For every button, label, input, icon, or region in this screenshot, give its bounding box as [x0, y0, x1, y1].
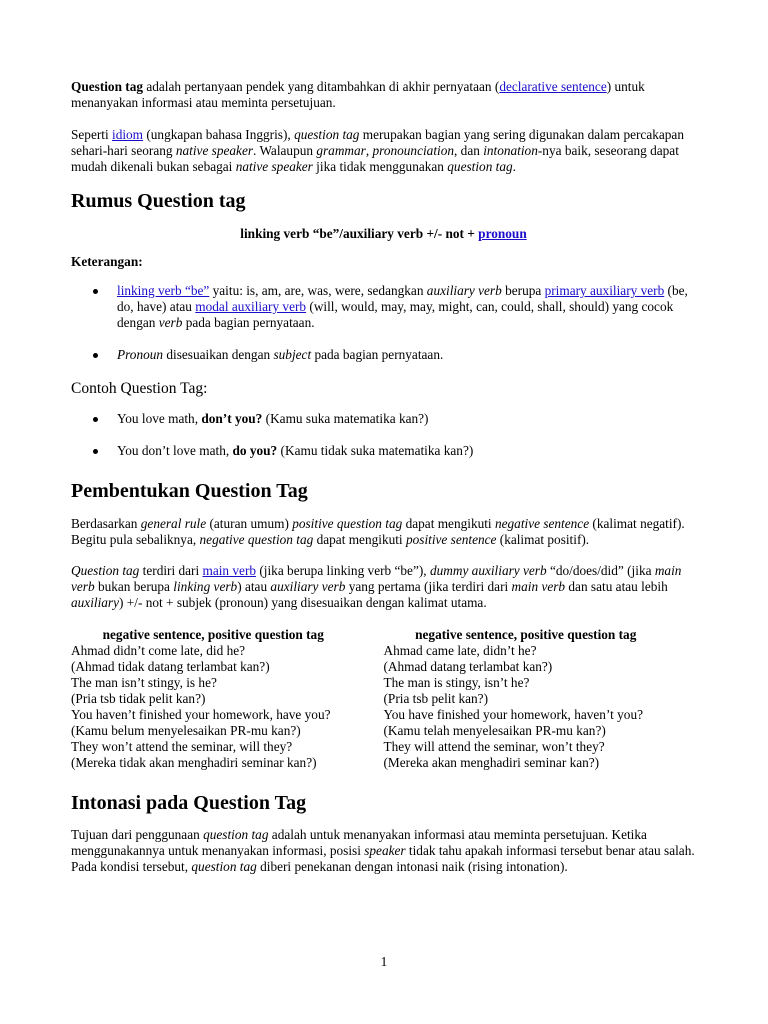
formula-line: linking verb “be”/auxiliary verb +/- not + pronoun: [240, 226, 527, 241]
primary-auxiliary-verb-link[interactable]: primary auxiliary verb: [544, 283, 665, 298]
table-row: (Mereka tidak akan menghadiri seminar kan?): [71, 755, 317, 770]
intro-term: Question tag: [71, 79, 144, 94]
table-row: (Kamu belum menyelesaikan PR-mu kan?): [71, 723, 301, 738]
linking-verb-link[interactable]: linking verb “be”: [117, 283, 210, 298]
idiom-link[interactable]: idiom: [112, 127, 144, 142]
page-number: 1: [380, 954, 388, 969]
pembentukan-paragraph-1: Berdasarkan general rule (aturan umum) positive question tag dapat mengikuti negative sentence (kalimat negatif). Begitu pula sebaliknya, negative question tag dapat mengikuti positive sentence (kalimat positif).: [71, 516, 685, 547]
list-item: You love math, don’t you? (Kamu suka matematika kan?): [71, 411, 696, 427]
idiom-paragraph: Seperti idiom (ungkapan bahasa Inggris), question tag merupakan bagian yang sering digunakan dalam percakapan sehari-hari seorang native speaker. Walaupun grammar, pronounciation, dan intonation-nya baik, seseorang dapat mudah dikenali bukan sebagai native speaker jika tidak menggunakan question tag.: [71, 127, 684, 174]
document-page: [71, 79, 696, 875]
keterangan-label: Keterangan:: [71, 254, 143, 269]
list-item: You don’t love math, do you? (Kamu tidak suka matematika kan?): [71, 443, 696, 459]
column-header: negative sentence, positive question tag: [102, 627, 324, 642]
intro-paragraph: Question tag adalah pertanyaan pendek yang ditambahkan di akhir pernyataan (declarative sentence) untuk menanyakan informasi atau meminta persetujuan.: [71, 79, 645, 110]
modal-auxiliary-verb-link[interactable]: modal auxiliary verb: [195, 299, 307, 314]
table-row: They will attend the seminar, won’t they?: [383, 739, 605, 754]
table-row: (Mereka akan menghadiri seminar kan?): [383, 755, 600, 770]
table-row: (Ahmad datang terlambat kan?): [383, 659, 553, 674]
table-row: They won’t attend the seminar, will they?: [71, 739, 293, 754]
intonasi-heading: Intonasi pada Question Tag: [71, 792, 307, 814]
table-row: You haven’t finished your homework, have you?: [71, 707, 331, 722]
rumus-heading: Rumus Question tag: [71, 190, 246, 212]
list-item: linking verb “be” yaitu: is, am, are, was, were, sedangkan auxiliary verb berupa primary auxiliary verb (be, do, have) atau modal auxiliary verb (will, would, may, may, might, can, could, shall, should) yang cocok dengan verb pada bagian pernyataan.: [71, 283, 696, 331]
pembentukan-heading: Pembentukan Question Tag: [71, 480, 308, 502]
keterangan-list: [71, 283, 696, 363]
table-row: (Kamu telah menyelesaikan PR-mu kan?): [383, 723, 606, 738]
column-header: negative sentence, positive question tag: [415, 627, 637, 642]
table-row: Ahmad came late, didn’t he?: [383, 643, 537, 658]
table-row: (Pria tsb tidak pelit kan?): [71, 691, 206, 706]
list-item: Pronoun disesuaikan dengan subject pada bagian pernyataan.: [71, 347, 696, 363]
table-row: (Pria tsb pelit kan?): [383, 691, 488, 706]
contoh-heading: Contoh Question Tag:: [71, 380, 208, 397]
table-row: You have finished your homework, haven’t you?: [383, 707, 643, 722]
table-row: Ahmad didn’t come late, did he?: [71, 643, 246, 658]
examples-table: [71, 627, 696, 771]
intonasi-paragraph: Tujuan dari penggunaan question tag adalah untuk menanyakan informasi atau meminta persetujuan. Ketika menggunakannya untuk menanyakan informasi, posisi speaker tidak tahu apakah informasi tersebut benar atau salah. Pada kondisi tersebut, question tag diberi penekanan dengan intonasi naik (rising intonation).: [71, 827, 695, 874]
examples-column-left: [71, 627, 384, 771]
table-row: The man isn’t stingy, is he?: [71, 675, 217, 690]
pronoun-link[interactable]: pronoun: [478, 226, 527, 241]
main-verb-link[interactable]: main verb: [202, 563, 257, 578]
table-row: (Ahmad tidak datang terlambat kan?): [71, 659, 270, 674]
table-row: The man is stingy, isn’t he?: [383, 675, 530, 690]
pembentukan-paragraph-2: Question tag terdiri dari main verb (jika berupa linking verb “be”), dummy auxiliary verb “do/does/did” (jika main verb bukan berupa linking verb) atau auxiliary verb yang pertama (jika terdiri dari main verb dan satu atau lebih auxiliary) +/- not + subjek (pronoun) yang disesuaikan dengan kalimat utama.: [71, 563, 682, 610]
contoh-list: [71, 411, 696, 459]
examples-column-right: [384, 627, 697, 771]
declarative-sentence-link[interactable]: declarative sentence: [499, 79, 607, 94]
